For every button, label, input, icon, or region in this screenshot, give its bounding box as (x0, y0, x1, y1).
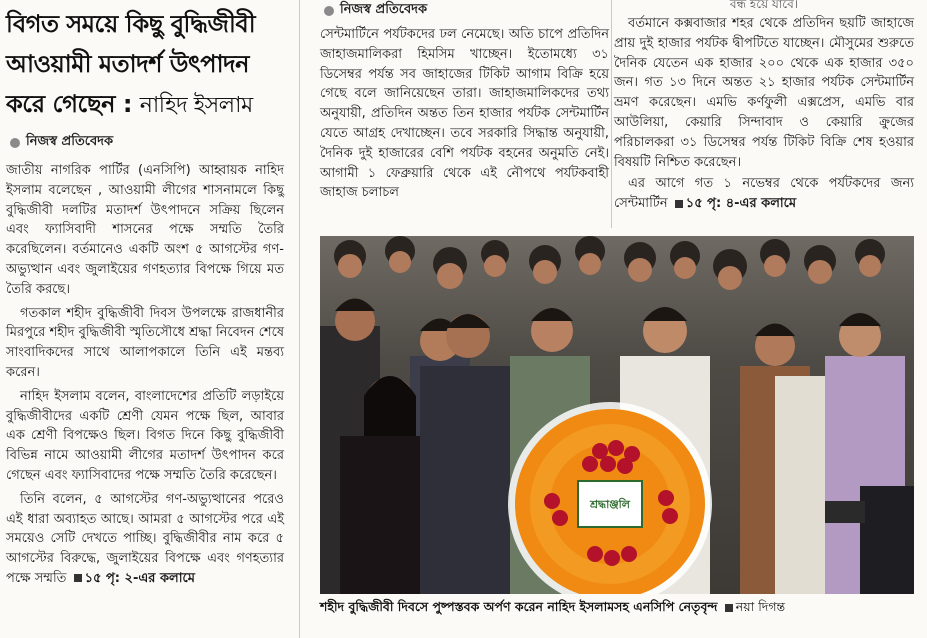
headline-line-3: করে গেছেন : (6, 90, 132, 118)
byline (324, 0, 609, 21)
article-paragraph: বর্তমানে কক্সবাজার শহর থেকে প্রতিদিন ছয়টি জাহাজে প্রায় দুই হাজার পর্যটক দ্বীপটিতে যাচ্ছেন। মৌসুমের শুরুতে দৈনিক যেতেন এক হাজার ২০০ থেকে এক হাজার ৩৫০ জন। গত ১৩ দিনে অন্তত ২১ হাজার পর্যটক সেন্টমার্টিন ভ্রমণ করেছেন। এমভি কর্ণফুলী এক্সপ্রেস, এমভি বার আউলিয়া, কেয়ারি সিন্দাবাদ ও কেয়ারি ক্রুজের পরিচালকরা ৩১ ডিসেম্বর পর্যন্ত টিকিট বিক্রি শেষ হওয়ার বিষয়টি নিশ্চিত করেছেন। (614, 16, 914, 170)
bullet-dot-icon (324, 6, 334, 16)
photo-credit: নয়া দিগন্ত (735, 599, 786, 614)
headline-speaker: নাহিদ ইসলাম (139, 93, 253, 118)
paragraph-text: তিনি বলেন, ৫ আগস্টের গণ-অভ্যুত্থানের পরেও এই ধারা অব্যাহত আছে। আমরা ৫ আগস্টের পরে এই সময়েও সেটি দেখতে পাচ্ছি। বুদ্ধিজীবীর নাম করে ৫ আগস্টের বিরুদ্ধে, জুলাইয়ের বিপক্ষে এবং গণহত্যার পক্ষে সম্মতি (6, 491, 284, 586)
photo-caption (320, 599, 914, 619)
news-photo (320, 236, 914, 594)
crowd-illustration (320, 236, 914, 594)
jump-marker-icon (675, 200, 683, 208)
column-rule (299, 0, 300, 638)
continued-on-link[interactable]: ১৫ পৃ: ২-এর কলামে (84, 570, 195, 586)
article-headline (6, 4, 284, 126)
second-article-continued (614, 0, 914, 214)
continued-on-link[interactable]: ১৫ পৃ: ৪-এর কলামে (685, 196, 797, 212)
article-paragraph: নাহিদ ইসলাম বলেন, বাংলাদেশের প্রতিটি লড়াইয়ে বুদ্ধিজীবীদের একটি শ্রেণী যেমন পক্ষে ছিল, আবার এক শ্রেণী বিপক্ষেও ছিল। বিগত দিনে কিছু বুদ্ধিজীবী বিভিন্ন নামে আওয়ামী লীগের মতাদর্শ উৎপাদন করে গেছেন এবং ফ্যাসিবাদের পক্ষে সম্মতি তৈরি করেছেন। (6, 388, 284, 483)
paragraph-text: এর আগে গত ১ নভেম্বর থেকে পর্যটকদের জন্য সেন্টমার্টিন (614, 176, 914, 212)
byline-text: নিজস্ব প্রতিবেদক (26, 134, 114, 149)
cut-off-line: বন্ধ হয়ে যাবে। (729, 0, 799, 8)
headline-line-1: বিগত সময়ে কিছু বুদ্ধিজীবী (6, 10, 256, 38)
article-paragraph (614, 174, 914, 214)
article-paragraph: জাতীয় নাগরিক পার্টির (এনসিপি) আহ্বায়ক নাহিদ ইসলাম বলেছেন , আওয়ামী লীগের শাসনামলে কিছু বুদ্ধিজীবী দলটির মতাদর্শ উৎপাদনে সক্রিয় ছিলেন এবং ফ্যাসিবাদী শাসনের পক্ষে সম্মতি তৈরি করেছিলেন। বর্তমানেও একটি অংশ ৫ আগস্টের গণ-অভ্যুত্থান এবং জুলাইয়ের গণহত্যার বিপক্ষে গিয়ে মত তৈরি করছে। (6, 163, 284, 297)
article-paragraph (6, 490, 284, 589)
bullet-dot-icon (10, 138, 20, 148)
lead-article (6, 0, 284, 589)
column-rule (611, 0, 612, 228)
credit-marker-icon (725, 604, 733, 612)
article-paragraph: গতকাল শহীদ বুদ্ধিজীবী দিবস উপলক্ষে রাজধানীর মিরপুরে শহীদ বুদ্ধিজীবী স্মৃতিসৌধে শ্রদ্ধা নিবেদন শেষে সাংবাদিকদের সাথে আলাপকালে তিনি এই মন্তব্য করেন। (6, 305, 284, 380)
byline-text: নিজস্ব প্রতিবেদক (340, 2, 428, 17)
byline (10, 132, 284, 153)
caption-text: শহীদ বুদ্ধিজীবী দিবসে পুষ্পস্তবক অর্পণ করেন নাহিদ ইসলামসহ এনসিপি নেতৃবৃন্দ (320, 599, 718, 614)
headline-line-2: আওয়ামী মতাদর্শ উৎপাদন (6, 50, 249, 78)
second-article (320, 0, 609, 203)
wreath-card-text: শ্রদ্ধাঞ্জলি (590, 497, 630, 511)
jump-marker-icon (74, 574, 82, 582)
article-paragraph: সেন্টমার্টিনে পর্যটকদের ঢল নেমেছে। অতি চাপে প্রতিদিন জাহাজমালিকরা হিমসিম খাচ্ছেন। ইতোমধ্যে ৩১ ডিসেম্বর পর্যন্ত সব জাহাজের টিকিট আগাম বিক্রি হয়ে গেছে বলে জানিয়েছেন তারা। জাহাজমালিকদের তথ্য অনুযায়ী, প্রতিদিন অন্তত তিন হাজার পর্যটক সেন্টমার্টিন যেতে আগ্রহ দেখাচ্ছেন। তবে সরকারি সিদ্ধান্ত অনুযায়ী, দৈনিক দুই হাজারের বেশি পর্যটক বহনের অনুমতি নেই। আগামী ১ ফেব্রুয়ারি থেকে এই নৌপথে পর্যটকবাহী জাহাজ চলাচল (320, 27, 609, 201)
